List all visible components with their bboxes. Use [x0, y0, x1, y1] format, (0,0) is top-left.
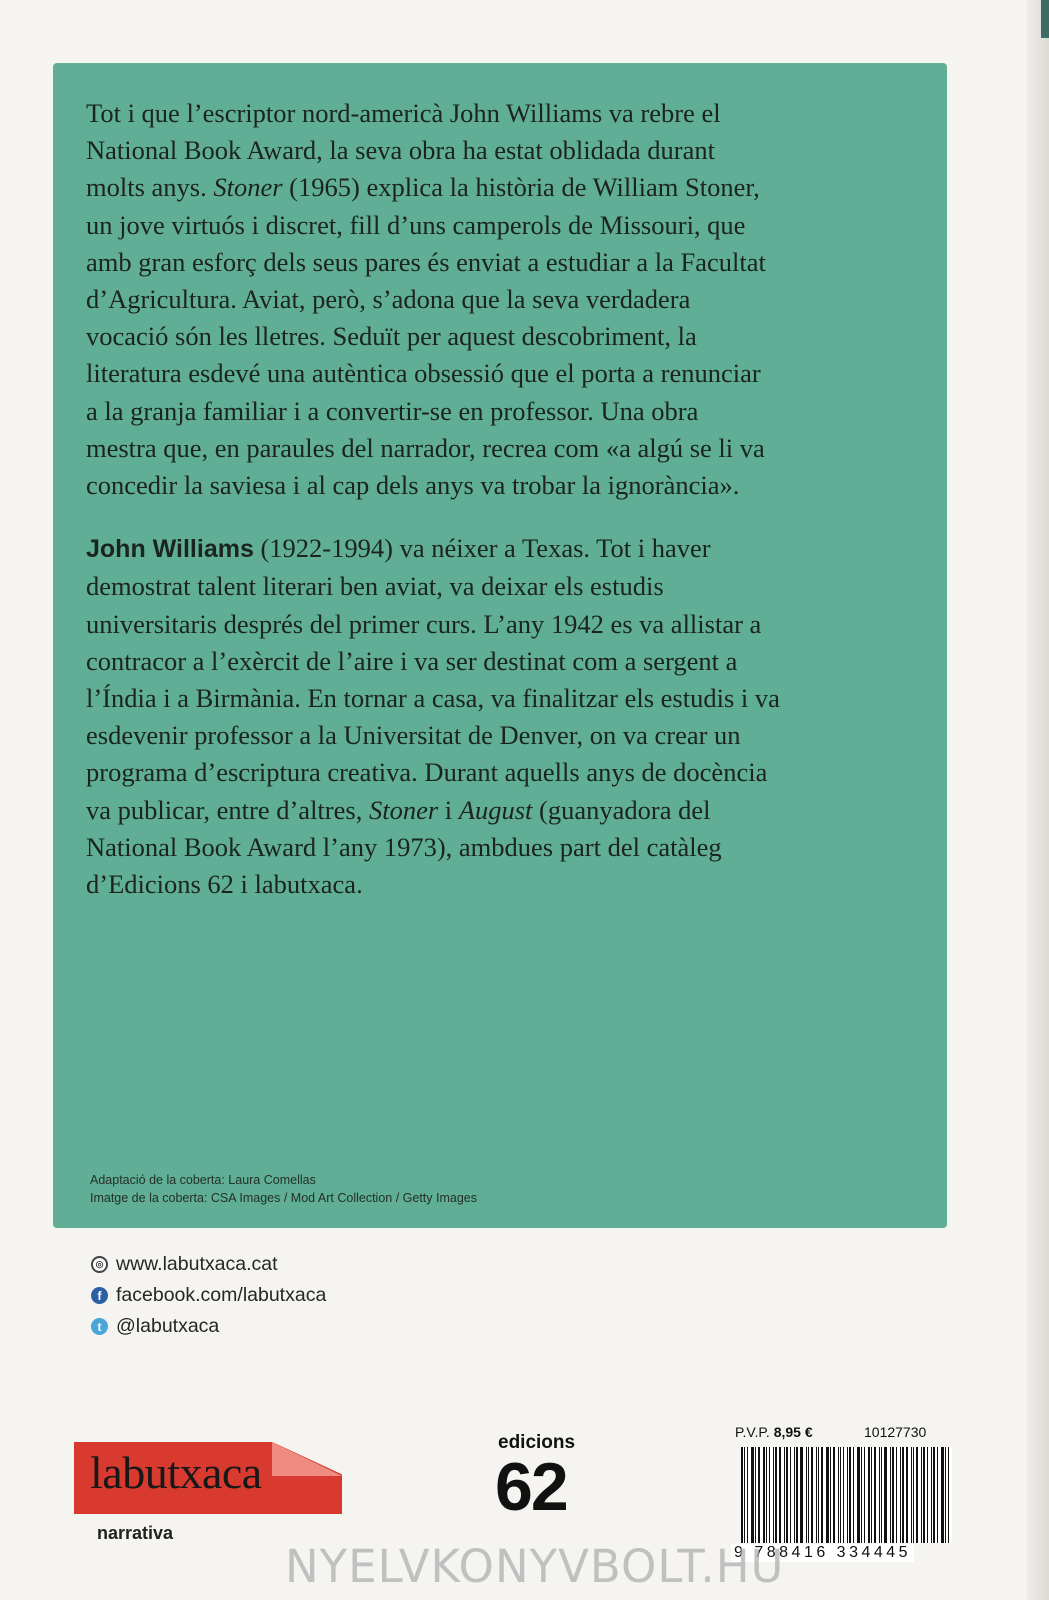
barcode-bar	[921, 1447, 922, 1543]
website-link-text[interactable]: www.labutxaca.cat	[116, 1253, 278, 1275]
price-value: 8,95 €	[773, 1424, 813, 1440]
barcode-bar	[911, 1447, 912, 1543]
barcode-bar	[800, 1447, 803, 1543]
isbn-barcode	[741, 1447, 952, 1543]
barcode-bar	[937, 1447, 938, 1543]
barcode-bar	[868, 1447, 870, 1543]
author-book-2: August	[458, 794, 533, 825]
barcode-bar	[871, 1447, 872, 1543]
barcode-bar	[941, 1447, 944, 1543]
product-code: 10127730	[864, 1424, 927, 1440]
barcode-bar	[826, 1447, 829, 1543]
barcode-bar	[890, 1447, 891, 1543]
barcode-bar	[884, 1447, 887, 1543]
barcode-bar	[794, 1447, 795, 1543]
barcode-bar	[744, 1447, 745, 1543]
barcode-bar	[948, 1447, 949, 1543]
website-link[interactable]	[91, 1249, 326, 1280]
publisher-logo-number: 62	[495, 1449, 567, 1525]
barcode-bar	[751, 1447, 754, 1543]
author-name: John Williams	[86, 535, 254, 564]
barcode-bar	[796, 1447, 798, 1543]
barcode-bar	[861, 1447, 862, 1543]
barcode-bar	[916, 1447, 919, 1543]
barcode-bar	[755, 1447, 756, 1543]
social-links	[91, 1249, 326, 1342]
credit-design: Adaptació de la coberta: Laura Comellas	[90, 1173, 316, 1187]
credit-image: Imatge de la coberta: CSA Images / Mod Art Collection / Getty Images	[90, 1191, 477, 1205]
barcode-bar	[931, 1447, 932, 1543]
author-bio-part-3: (guanyadora del National Book Award l’any 1973), ambdues part del catàleg d’Edicions 62 i labutxaca.	[86, 794, 722, 900]
barcode-bar	[853, 1447, 854, 1543]
series-label: narrativa	[97, 1523, 174, 1543]
barcode-bar	[838, 1447, 839, 1543]
book-spine-edge	[1027, 0, 1049, 1600]
synopsis-part-2: (1965) explica la història de William Stoner, un jove virtuós i discret, fill d’uns camperols de Missouri, que amb gran esforç dels seus pares és enviat a estudiar a la Facultat d’Agricultura. Aviat, però, s’adona que la seva verdadera vocació són les lletres. Seduït per aquest descobriment, la literatura esdevé una autèntica obsessió que el porta a renunciar a la granja familiar i a convertir-se en professor. Una obra mestra que, en paraules del narrador, recrea com «a algú se li va concedir la saviesa i al cap dels anys va trobar la ignorància».	[86, 172, 766, 501]
twitter-icon: t	[91, 1318, 108, 1335]
twitter-link-text[interactable]: @labutxaca	[116, 1315, 220, 1337]
barcode-bar	[830, 1447, 831, 1543]
barcode-bar	[816, 1447, 817, 1543]
barcode-bar	[741, 1447, 743, 1543]
barcode-bar	[900, 1447, 901, 1543]
barcode-bar	[896, 1447, 897, 1543]
price-prefix: P.V.P.	[735, 1424, 774, 1440]
barcode-bar	[786, 1447, 788, 1543]
barcode-bar	[847, 1447, 849, 1543]
barcode-bar	[790, 1447, 791, 1543]
barcode-bar	[849, 1447, 851, 1543]
twitter-link[interactable]	[91, 1311, 326, 1342]
barcode-bar	[857, 1447, 860, 1543]
barcode-bar	[806, 1447, 807, 1543]
barcode-bar	[881, 1447, 882, 1543]
barcode-bar	[906, 1447, 908, 1543]
barcode-bar	[902, 1447, 904, 1543]
synopsis-text	[86, 95, 766, 504]
barcode-bar	[843, 1447, 844, 1543]
barcode-bar	[758, 1447, 760, 1543]
barcode-bar	[923, 1447, 925, 1543]
barcode-bar	[945, 1447, 946, 1543]
barcode-bar	[874, 1447, 876, 1543]
barcode-bar	[864, 1447, 865, 1543]
barcode-bar	[747, 1447, 748, 1543]
author-bio	[86, 530, 786, 903]
barcode-bar	[779, 1447, 781, 1543]
synopsis-part-1: Tot i que l’escriptor nord-americà John Williams va rebre el National Book Award, la seva obra ha estat oblidada durant molts anys.	[86, 98, 721, 203]
barcode-bar	[818, 1447, 819, 1543]
isbn-number: 9 788416 334445	[731, 1544, 914, 1562]
barcode-bar	[892, 1447, 894, 1543]
cover-credits	[90, 1171, 477, 1207]
barcode-bar	[775, 1447, 778, 1543]
barcode-bar	[833, 1447, 835, 1543]
barcode-bar	[766, 1447, 767, 1543]
spine-color-mark	[1041, 0, 1049, 38]
facebook-link-text[interactable]: facebook.com/labutxaca	[116, 1284, 327, 1306]
author-book-1: Stoner	[368, 794, 439, 825]
price-label	[735, 1424, 813, 1440]
barcode-bar	[773, 1447, 774, 1543]
globe-icon: ◎	[91, 1256, 108, 1273]
description-panel	[53, 63, 947, 1228]
barcode-bar	[840, 1447, 841, 1543]
facebook-icon: f	[91, 1287, 108, 1304]
barcode-bar	[933, 1447, 935, 1543]
author-bio-part-1: (1922-1994) va néixer a Texas. Tot i haver demostrat talent literari ben aviat, va deixar els estudis universitaris després del primer curs. L’any 1942 es va allistar a contracor a l’exèrcit de l’aire i va ser destinat com a sergent a l’Índia i a Birmània. En tornar a casa, va finalitzar els estudis i va esdevenir professor a la Universitat de Denver, on va crear un programa d’escriptura creativa. Durant aquells anys de docència va publicar, entre d’altres,	[86, 533, 780, 825]
barcode-bar	[784, 1447, 785, 1543]
barcode-bar	[927, 1447, 928, 1543]
synopsis-book-title: Stoner	[213, 172, 283, 203]
barcode-bar	[769, 1447, 770, 1543]
barcode-bar	[879, 1447, 880, 1543]
barcode-bar	[811, 1447, 813, 1543]
barcode-bar	[763, 1447, 765, 1543]
author-bio-part-2: i	[438, 794, 459, 825]
barcode-bar	[913, 1447, 914, 1543]
publisher-logo-word: edicions	[498, 1432, 576, 1453]
facebook-link[interactable]	[91, 1280, 326, 1311]
labutxaca-logo-text: labutxaca	[90, 1447, 262, 1498]
watermark-text: NYELVKONYVBOLT.HU	[285, 1540, 785, 1593]
barcode-bar	[808, 1447, 809, 1543]
barcode-bar	[821, 1447, 823, 1543]
